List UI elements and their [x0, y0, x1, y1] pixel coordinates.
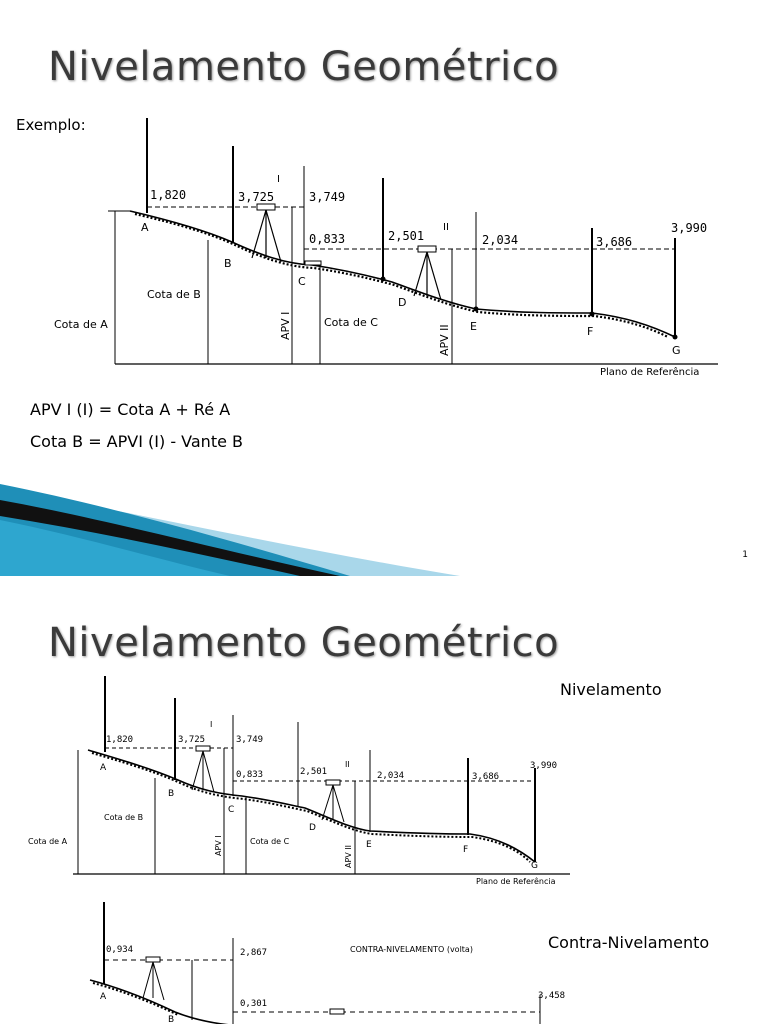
point-label: B: [168, 789, 175, 799]
point-label: A: [141, 221, 149, 234]
apv2-label: APV II: [344, 844, 353, 868]
cota-b-label: Cota de B: [104, 813, 144, 822]
cota-a-label: Cota de A: [28, 837, 68, 846]
point-label: F: [587, 325, 594, 338]
reading-label: 2,034: [377, 771, 405, 781]
formula-apv: APV I (I) = Cota A + Ré A: [30, 400, 231, 419]
page-number: 1: [742, 550, 748, 560]
station-label: I: [210, 720, 213, 729]
point-label: D: [309, 823, 316, 833]
point-label: C: [298, 275, 306, 288]
reading-label: 2,501: [388, 229, 425, 243]
cota-c-label: Cota de C: [250, 837, 290, 846]
cota-a-label: Cota de A: [54, 318, 108, 331]
apv1-label: APV I: [214, 835, 223, 856]
point-label: A: [100, 763, 107, 773]
reference-plane-label: Plano de Referência: [600, 367, 700, 378]
contra-leveling-diagram: [80, 895, 566, 1024]
reading-label: 1,820: [150, 188, 187, 202]
reading-label: 0,301: [240, 999, 268, 1009]
reading-label: 3,990: [530, 761, 558, 771]
reading-label: 3,686: [472, 772, 500, 782]
nivelamento-label: Nivelamento: [560, 680, 662, 699]
decorative-swoosh: [0, 480, 460, 576]
reading-label: 3,749: [236, 735, 264, 745]
slide-title: Nivelamento Geométrico: [48, 620, 560, 666]
reference-plane-label: Plano de Referência: [476, 877, 556, 886]
station-label: II: [443, 222, 449, 233]
point-label: G: [531, 861, 538, 871]
formula-cota-b: Cota B = APVI (I) - Vante B: [30, 432, 243, 451]
slide-gap: [0, 576, 768, 600]
reading-label: 2,867: [240, 948, 268, 958]
example-label: Exemplo:: [16, 116, 86, 134]
apv1-label: APV I: [279, 311, 292, 340]
slide-2: [0, 600, 768, 1024]
station-label: I: [277, 174, 280, 185]
reading-label: 3,725: [238, 190, 275, 204]
reading-label: 2,501: [300, 767, 328, 777]
leveling-diagram: [50, 112, 730, 382]
reading-label: 3,458: [538, 991, 566, 1001]
contra-nivelamento-label: Contra-Nivelamento: [548, 933, 710, 952]
point-label: E: [470, 320, 477, 333]
point-label: A: [100, 992, 107, 1002]
reading-label: 0,833: [236, 770, 264, 780]
point-label: F: [463, 845, 469, 855]
cota-c-label: Cota de C: [324, 316, 378, 329]
apv2-label: APV II: [438, 324, 451, 356]
reading-label: 3,725: [178, 735, 206, 745]
slide-title: Nivelamento Geométrico: [48, 44, 560, 90]
station-label: II: [345, 760, 350, 769]
point-label: B: [224, 257, 232, 270]
leveling-diagram-small: [20, 670, 580, 890]
point-label: D: [398, 296, 407, 309]
point-label: B: [168, 1015, 175, 1024]
reading-label: 3,749: [309, 190, 346, 204]
point-label: E: [366, 840, 372, 850]
point-label: G: [672, 344, 681, 357]
cota-b-label: Cota de B: [147, 288, 201, 301]
contra-diagram-title: CONTRA-NIVELAMENTO (volta): [350, 945, 473, 954]
reading-label: 0,833: [309, 232, 346, 246]
reading-label: 1,820: [106, 735, 134, 745]
reading-label: 3,990: [671, 221, 708, 235]
reading-label: 2,034: [482, 233, 519, 247]
reading-label: 0,934: [106, 945, 134, 955]
point-label: C: [228, 805, 235, 815]
reading-label: 3,686: [596, 235, 633, 249]
